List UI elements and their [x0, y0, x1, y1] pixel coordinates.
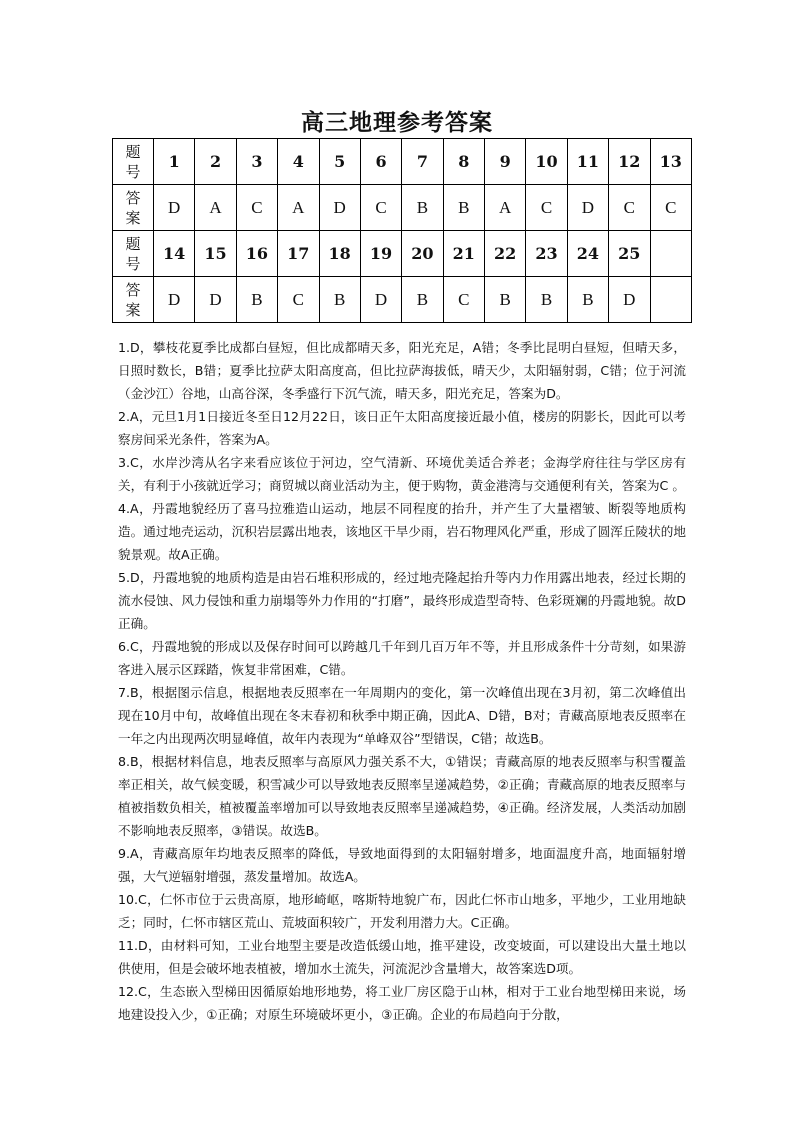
explanations [118, 336, 686, 1026]
answer-cell: B [485, 277, 526, 323]
page-title: 高三地理参考答案 [301, 109, 493, 136]
question-number-cell: 8 [443, 139, 484, 185]
answer-cell: C [278, 277, 319, 323]
answer-cell: B [236, 277, 277, 323]
explanation-item: 9.A，青藏高原年均地表反照率的降低，导致地面得到的太阳辐射增多，地面温度升高，地面辐射增强，大气逆辐射增强，蒸发量增加。故选A。 [118, 846, 686, 884]
question-number-cell: 2 [195, 139, 236, 185]
answer-cell: A [278, 185, 319, 231]
answer-cell: D [609, 277, 650, 323]
question-number-cell: 22 [485, 231, 526, 277]
answer-cell: B [567, 277, 608, 323]
answer-table [112, 138, 692, 323]
question-number-cell: 24 [567, 231, 608, 277]
question-number-row [113, 139, 692, 185]
question-number-cell: 17 [278, 231, 319, 277]
explanation-item: 12.C，生态嵌入型梯田因循原始地形地势，将工业厂房区隐于山林，相对于工业台地型梯田来说，场地建设投入少，①正确；对原生环境破坏更小，③正确。企业的布局趋向于分散， [118, 984, 686, 1022]
answer-cell: B [443, 185, 484, 231]
question-number-cell [650, 231, 692, 277]
answer-cell: D [154, 277, 195, 323]
question-number-cell: 7 [402, 139, 443, 185]
answer-row [113, 277, 692, 323]
answer-cell: B [526, 277, 567, 323]
answer-cell: D [360, 277, 401, 323]
explanation-item: 2.A，元旦1月1日接近冬至日12月22日，该日正午太阳高度接近最小值，楼房的阴影长，因此可以考察房间采光条件，答案为A。 [118, 409, 686, 447]
answer-cell: C [236, 185, 277, 231]
question-number-cell: 10 [526, 139, 567, 185]
question-number-cell: 14 [154, 231, 195, 277]
question-header-cell: 题 号 [113, 139, 154, 185]
answer-row [113, 185, 692, 231]
answer-cell: C [526, 185, 567, 231]
question-number-cell: 6 [360, 139, 401, 185]
answer-cell: A [195, 185, 236, 231]
answer-cell: B [402, 277, 443, 323]
question-number-cell: 3 [236, 139, 277, 185]
explanation-item: 10.C，仁怀市位于云贵高原，地形崎岖，喀斯特地貌广布，因此仁怀市山地多，平地少，工业用地缺乏；同时，仁怀市辖区荒山、荒坡面积较广，开发利用潜力大。C正确。 [118, 892, 686, 930]
explanation-item: 3.C，水岸沙湾从名字来看应该位于河边，空气清新、环境优美适合养老；金海学府往往与学区房有关，有利于小孩就近学习；商贸城以商业活动为主，便于购物，黄金港湾与交通便利有关，答案为C 。 [118, 455, 686, 493]
answer-cell: C [443, 277, 484, 323]
answer-header-cell: 答 案 [113, 185, 154, 231]
question-number-cell: 18 [319, 231, 360, 277]
question-header-cell: 题 号 [113, 231, 154, 277]
question-number-cell: 4 [278, 139, 319, 185]
question-number-cell: 20 [402, 231, 443, 277]
answer-cell: C [360, 185, 401, 231]
question-number-cell: 12 [609, 139, 650, 185]
explanation-item: 6.C，丹霞地貌的形成以及保存时间可以跨越几千年到几百万年不等，并且形成条件十分苛刻，如果游客进入展示区踩踏，恢复非常困难，C错。 [118, 639, 686, 677]
question-number-cell: 23 [526, 231, 567, 277]
question-number-cell: 19 [360, 231, 401, 277]
answer-cell: B [319, 277, 360, 323]
answer-cell: D [195, 277, 236, 323]
question-number-cell: 13 [650, 139, 692, 185]
answer-cell: D [567, 185, 608, 231]
explanation-item: 5.D，丹霞地貌的地质构造是由岩石堆积形成的，经过地壳隆起抬升等内力作用露出地表，经过长期的流水侵蚀、风力侵蚀和重力崩塌等外力作用的“打磨”，最终形成造型奇特、色彩斑斓的丹霞地貌。故D正确。 [118, 570, 686, 631]
question-number-cell: 1 [154, 139, 195, 185]
explanation-item: 7.B，根据图示信息，根据地表反照率在一年周期内的变化，第一次峰值出现在3月初，第二次峰值出现在10月中旬，故峰值出现在冬末春初和秋季中期正确，因此A、D错，B对；青藏高原地表反照率在一年之内出现两次明显峰值，故年内表现为“单峰双谷”型错误，C错；故选B。 [118, 685, 686, 746]
question-number-cell: 25 [609, 231, 650, 277]
answer-cell: C [609, 185, 650, 231]
answer-cell [650, 277, 692, 323]
question-number-cell: 11 [567, 139, 608, 185]
answer-cell: A [485, 185, 526, 231]
explanation-item: 1.D，攀枝花夏季比成都白昼短，但比成都晴天多，阳光充足，A错；冬季比昆明白昼短，但晴天多，日照时数长，B错；夏季比拉萨太阳高度高，但比拉萨海拔低，晴天少，太阳辐射弱，C错；位于河流（金沙江）谷地，山高谷深，冬季盛行下沉气流，晴天多，阳光充足，答案为D。 [118, 340, 686, 401]
question-number-cell: 5 [319, 139, 360, 185]
answer-cell: D [319, 185, 360, 231]
question-number-cell: 16 [236, 231, 277, 277]
question-number-cell: 9 [485, 139, 526, 185]
answer-cell: D [154, 185, 195, 231]
answer-cell: C [650, 185, 692, 231]
question-number-row [113, 231, 692, 277]
explanation-item: 11.D，由材料可知，工业台地型主要是改造低缓山地，推平建设，改变坡面，可以建设出大量土地以供使用，但是会破坏地表植被，增加水土流失，河流泥沙含量增大，故答案选D项。 [118, 938, 686, 976]
answer-header-cell: 答 案 [113, 277, 154, 323]
explanation-item: 8.B，根据材料信息，地表反照率与高原风力强关系不大，①错误；青藏高原的地表反照率与积雪覆盖率正相关，故气候变暖，积雪减少可以导致地表反照率呈递减趋势，②正确；青藏高原的地表反照率与植被指数负相关，植被覆盖率增加可以导致地表反照率呈递减趋势，④正确。经济发展，人类活动加剧不影响地表反照率，③错误。故选B。 [118, 754, 686, 838]
question-number-cell: 15 [195, 231, 236, 277]
explanation-item: 4.A，丹霞地貌经历了喜马拉雅造山运动，地层不同程度的抬升，并产生了大量褶皱、断裂等地质构造。通过地壳运动，沉积岩层露出地表，该地区干旱少雨，岩石物理风化严重，形成了圆浑丘陵状的地貌景观。故A正确。 [118, 501, 686, 562]
answer-cell: B [402, 185, 443, 231]
question-number-cell: 21 [443, 231, 484, 277]
